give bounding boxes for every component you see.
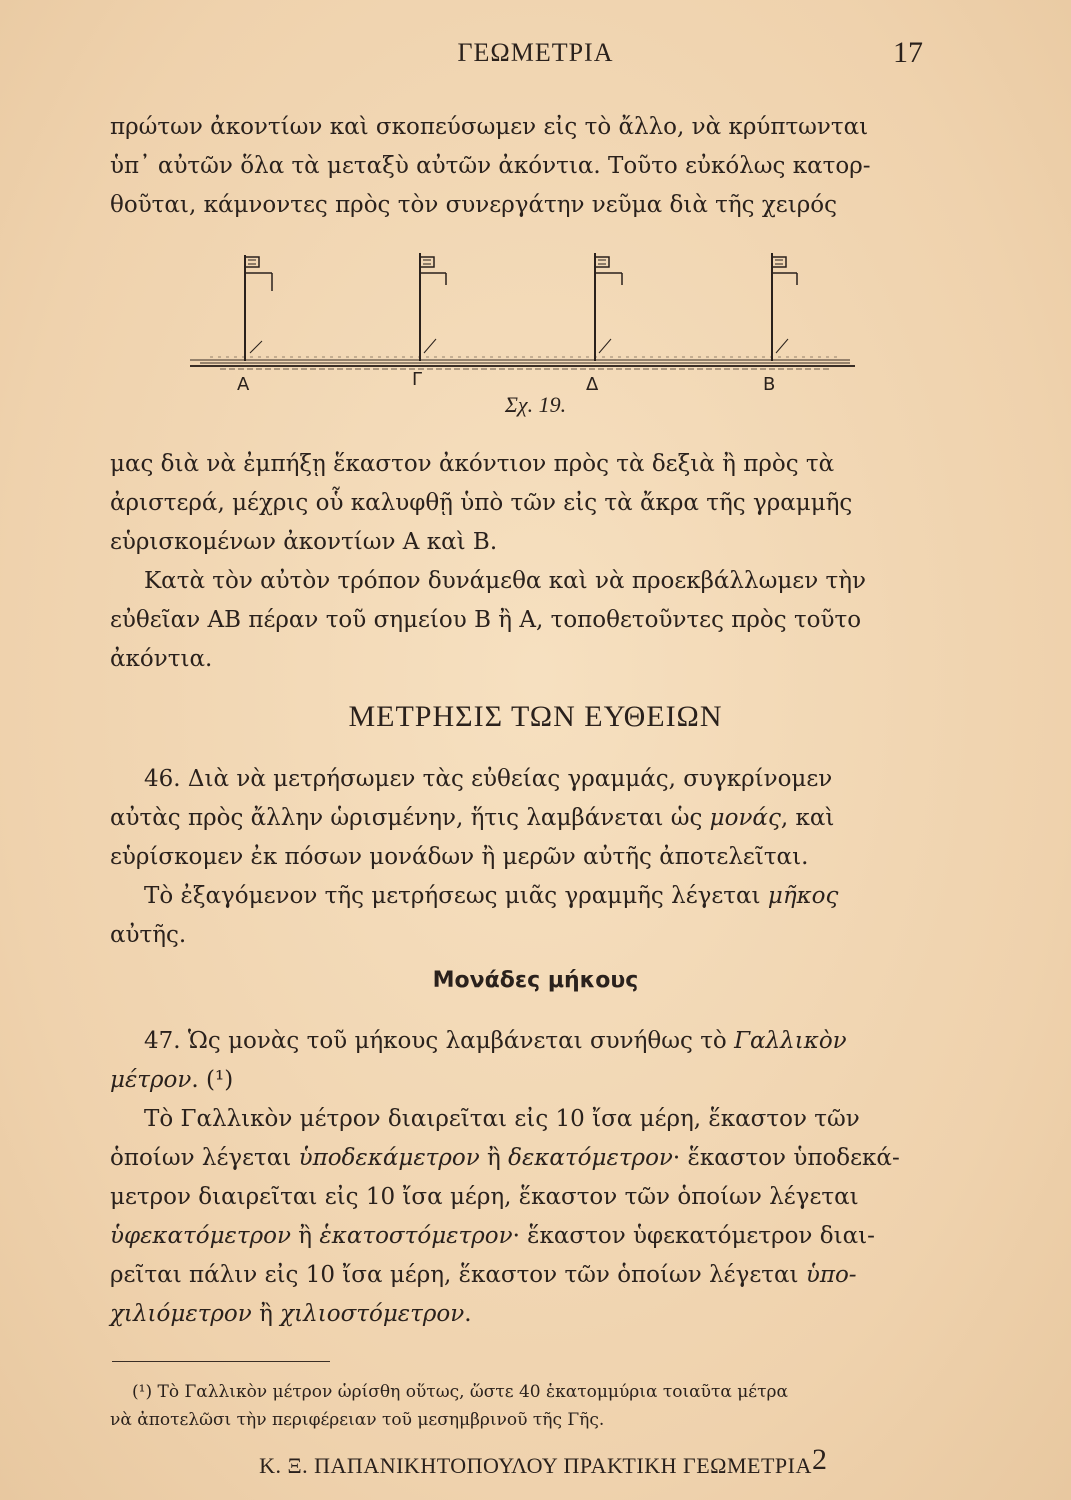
subsection-title: Μονάδες μήκους <box>432 968 639 993</box>
paragraph-47 <box>110 1022 925 1334</box>
label-b: Β <box>763 374 776 395</box>
pole-d <box>595 253 622 361</box>
footnote <box>110 1378 925 1434</box>
pole-a <box>245 255 272 361</box>
text-line: 46. Διὰ νὰ μετρήσωμεν τὰς εὐθείας γραμμάς, συγκρίνομεν <box>144 766 833 792</box>
section-title: ΜΕΤΡΗΣΙΣ ΤΩΝ ΕΥΘΕΙΩΝ <box>348 700 723 733</box>
paragraph-intro <box>110 108 925 225</box>
text-line: πρώτων ἀκοντίων καὶ σκοπεύσωμεν εἰς τὸ ἄλλο, νὰ κρύπτωνται <box>110 114 869 140</box>
footnote-line: (¹) Τὸ Γαλλικὸν μέτρον ὡρίσθη οὕτως, ὥστε 40 ἑκατομμύρια τοιαῦτα μέτρα <box>132 1382 788 1402</box>
text-line: αὐτὰς πρὸς ἄλλην ὡρισμένην, ἥτις λαμβάνεται ὡς μονάς, καὶ <box>110 805 835 831</box>
figure-caption: Σχ. 19. <box>504 392 567 417</box>
text-line: ἀκόντια. <box>110 646 213 672</box>
running-header: ΓΕΩΜΕΤΡΙΑ <box>457 38 614 67</box>
text-line: μέτρον. (¹) <box>110 1067 234 1093</box>
paragraph-continuation <box>110 445 925 679</box>
text-line: χιλιόμετρον ἢ χιλιοστόμετρον. <box>110 1301 472 1327</box>
text-line: ὑφεκατόμετρον ἢ ἑκατοστόμετρον· ἕκαστον ὑφεκατόμετρον διαι- <box>110 1223 875 1249</box>
text-line: Τὸ Γαλλικὸν μέτρον διαιρεῖται εἰς 10 ἴσα μέρη, ἕκαστον τῶν <box>144 1106 860 1132</box>
text-line: Κατὰ τὸν αὐτὸν τρόπον δυνάμεθα καὶ νὰ προεκβάλλωμεν τὴν <box>144 568 866 594</box>
page-number: 17 <box>893 36 923 69</box>
text-line: μας διὰ νὰ ἐμπήξῃ ἕκαστον ἀκόντιον πρὸς τὰ δεξιὰ ἢ πρὸς τὰ <box>110 451 835 477</box>
text-line: ἀριστερά, μέχρις οὗ καλυφθῇ ὑπὸ τῶν εἰς τὰ ἄκρα τῆς γραμμῆς <box>110 490 853 516</box>
ground-line <box>190 357 855 369</box>
text-line: ὑπ᾽ αὐτῶν ὅλα τὰ μεταξὺ αὐτῶν ἀκόντια. Τοῦτο εὐκόλως κατορ- <box>110 153 871 179</box>
paragraph-46 <box>110 760 925 955</box>
label-d: Δ <box>586 374 599 395</box>
text-line: Τὸ ἐξαγόμενον τῆς μετρήσεως μιᾶς γραμμῆς λέγεται μῆκος <box>144 883 839 909</box>
footer-text: Κ. Ξ. ΠΑΠΑΝΙΚΗΤΟΠΟΥΛΟΥ ΠΡΑΚΤΙΚΗ ΓΕΩΜΕΤΡΙΑ <box>259 1453 812 1478</box>
text-line: ὁποίων λέγεται ὑποδεκάμετρον ἢ δεκατόμετρον· ἕκαστον ὑποδεκά- <box>110 1145 900 1171</box>
footnote-line: νὰ ἀποτελῶσι τὴν περιφέρειαν τοῦ μεσημβρινοῦ τῆς Γῆς. <box>110 1410 605 1430</box>
text-line: εὑρισκομένων ἀκοντίων Α καὶ Β. <box>110 529 498 555</box>
pole-g <box>420 253 446 361</box>
text-line: ρεῖται πάλιν εἰς 10 ἴσα μέρη, ἕκαστον τῶν ὁποίων λέγεται ὑπο- <box>110 1262 857 1288</box>
footnote-divider <box>112 1361 330 1362</box>
text-line: εὑρίσκομεν ἐκ πόσων μονάδων ἢ μερῶν αὐτῆς ἀποτελεῖται. <box>110 844 809 870</box>
text-line: θοῦται, κάμνοντες πρὸς τὸν συνεργάτην νεῦμα διὰ τῆς χειρός <box>110 192 837 218</box>
label-a: Α <box>237 374 250 395</box>
text-line: 47. Ὡς μονὰς τοῦ μήκους λαμβάνεται συνήθως τὸ Γαλλικὸν <box>144 1028 847 1054</box>
text-line: μετρον διαιρεῖται εἰς 10 ἴσα μέρη, ἕκαστον τῶν ὁποίων λέγεται <box>110 1184 859 1210</box>
label-g: Γ <box>412 369 423 390</box>
signature-mark: 2 <box>812 1443 827 1476</box>
text-line: αὐτῆς. <box>110 922 187 948</box>
pole-b <box>772 253 797 361</box>
text-line: εὐθεῖαν ΑΒ πέραν τοῦ σημείου Β ἢ Α, τοποθετοῦντες πρὸς τοῦτο <box>110 607 862 633</box>
